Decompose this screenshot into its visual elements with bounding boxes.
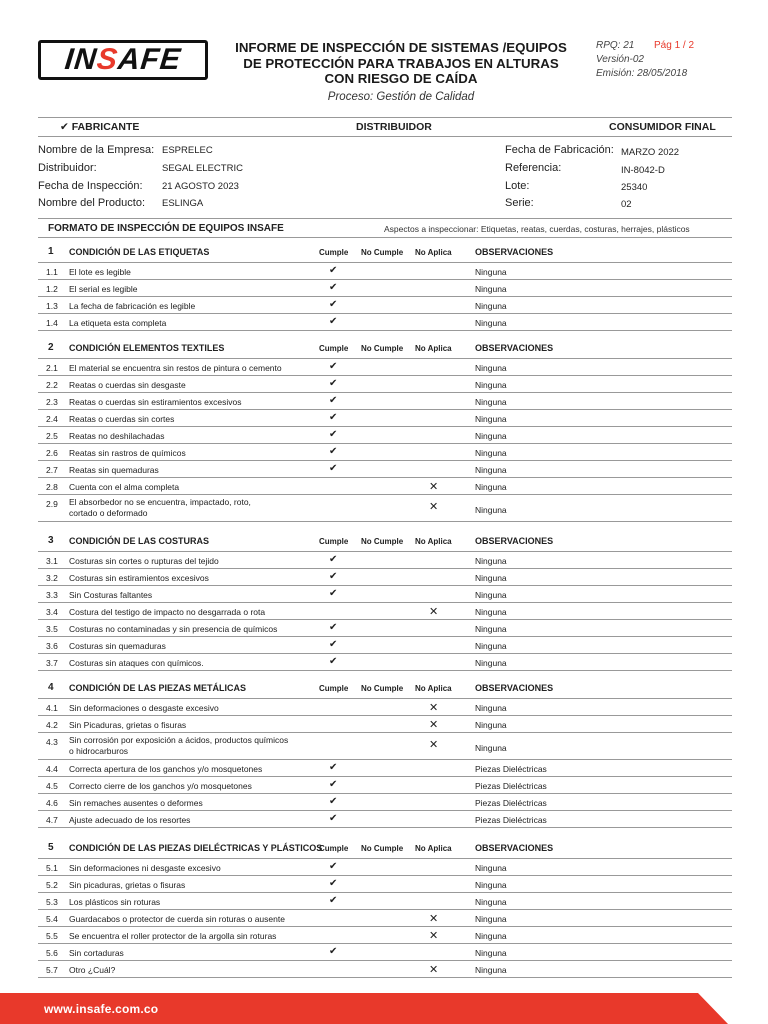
- item-number: 2.1: [46, 363, 58, 373]
- item-observation: Ninguna: [475, 743, 507, 753]
- table-row: [38, 733, 732, 760]
- item-observation: Ninguna: [475, 897, 507, 907]
- item-observation: Ninguna: [475, 267, 507, 277]
- item-description: Sin Picaduras, grietas o fisuras: [69, 720, 187, 730]
- info-label: Serie:: [505, 197, 534, 209]
- section-number: 4: [48, 682, 54, 693]
- item-description: Reatas no deshilachadas: [69, 431, 165, 441]
- table-row: [38, 376, 732, 393]
- info-label: Fecha de Inspección:: [38, 180, 143, 192]
- col-header-no-cumple: No Cumple: [361, 344, 404, 353]
- table-row: [38, 961, 732, 978]
- role-consumidor: CONSUMIDOR FINAL: [609, 121, 716, 133]
- item-observation: Ninguna: [475, 590, 507, 600]
- table-row: [38, 314, 732, 331]
- info-value: ESPRELEC: [162, 145, 213, 156]
- check-mark-icon: ✔: [329, 878, 338, 889]
- col-header-cumple: Cumple: [319, 537, 349, 546]
- table-row: [38, 777, 732, 794]
- col-header-cumple: Cumple: [319, 844, 349, 853]
- info-value: SEGAL ELECTRIC: [162, 163, 243, 174]
- item-number: 5.1: [46, 863, 58, 873]
- table-row: [38, 944, 732, 961]
- section-title: CONDICIÓN DE LAS COSTURAS: [69, 536, 210, 546]
- item-observation: Ninguna: [475, 720, 507, 730]
- item-observation: Ninguna: [475, 380, 507, 390]
- section-number: 1: [48, 246, 54, 257]
- item-description: Costuras sin cortes o rupturas del tejido: [69, 556, 219, 566]
- item-number: 3.2: [46, 573, 58, 583]
- check-mark-icon: ✔: [329, 378, 338, 389]
- check-mark-icon: ✔: [329, 554, 338, 565]
- col-header-no-cumple: No Cumple: [361, 684, 404, 693]
- table-row: [38, 393, 732, 410]
- section-2: [38, 337, 732, 522]
- item-observation: Ninguna: [475, 607, 507, 617]
- col-header-cumple: Cumple: [319, 344, 349, 353]
- cross-mark-icon: ✕: [429, 739, 439, 751]
- cross-mark-icon: ✕: [429, 719, 439, 731]
- item-number: 1.4: [46, 318, 58, 328]
- cross-mark-icon: ✕: [429, 606, 439, 618]
- item-number: 2.9: [46, 499, 58, 509]
- emission-date: Emisión: 28/05/2018: [596, 68, 688, 79]
- item-number: 4.7: [46, 815, 58, 825]
- item-observation: Ninguna: [475, 448, 507, 458]
- item-description: Costuras no contaminadas y sin presencia de químicos: [69, 624, 278, 634]
- item-observation: Piezas Dieléctricas: [475, 798, 547, 808]
- section-number: 5: [48, 842, 54, 853]
- table-row: [38, 359, 732, 376]
- item-observation: Ninguna: [475, 703, 507, 713]
- info-label: Distribuidor:: [38, 162, 97, 174]
- title-line-3: CON RIESGO DE CAÍDA: [324, 71, 478, 86]
- section-number: 2: [48, 342, 54, 353]
- section-header: [38, 677, 732, 699]
- table-row: [38, 297, 732, 314]
- item-observation: Ninguna: [475, 641, 507, 651]
- table-row: [38, 552, 732, 569]
- item-description: Costuras sin ataques con químicos.: [69, 658, 204, 668]
- table-row: [38, 794, 732, 811]
- col-header-no-cumple: No Cumple: [361, 537, 404, 546]
- table-row: [38, 263, 732, 280]
- info-value: IN-8042-D: [621, 165, 665, 176]
- table-row: [38, 620, 732, 637]
- item-observation: Ninguna: [475, 465, 507, 475]
- logo-text-afe: AFE: [116, 43, 183, 76]
- col-header-no-aplica: No Aplica: [415, 844, 452, 853]
- item-description: Otro ¿Cuál?: [69, 965, 116, 975]
- check-mark-icon: ✔: [329, 282, 338, 293]
- item-number: 5.3: [46, 897, 58, 907]
- info-value: 25340: [621, 182, 648, 193]
- table-row: [38, 637, 732, 654]
- item-number: 4.6: [46, 798, 58, 808]
- info-label: Nombre del Producto:: [38, 197, 145, 209]
- item-description: Reatas sin quemaduras: [69, 465, 159, 475]
- table-row: [38, 927, 732, 944]
- item-number: 2.3: [46, 397, 58, 407]
- item-observation: Ninguna: [475, 431, 507, 441]
- item-number: 4.1: [46, 703, 58, 713]
- item-description: Sin remaches ausentes o deformes: [69, 798, 203, 808]
- check-mark-icon: ✔: [329, 588, 338, 599]
- item-observation: Ninguna: [475, 482, 507, 492]
- item-number: 4.5: [46, 781, 58, 791]
- item-observation: Ninguna: [475, 301, 507, 311]
- check-mark-icon: ✔: [329, 395, 338, 406]
- item-description: Sin deformaciones o desgaste excesivo: [69, 703, 219, 713]
- item-description: Reatas o cuerdas sin cortes: [69, 414, 175, 424]
- process-subtitle: Proceso: Gestión de Calidad: [327, 90, 475, 103]
- item-number: 2.6: [46, 448, 58, 458]
- check-mark-icon: ✔: [329, 656, 338, 667]
- section-4: [38, 677, 732, 828]
- item-number: 5.7: [46, 965, 58, 975]
- item-observation: Ninguna: [475, 931, 507, 941]
- item-number: 2.4: [46, 414, 58, 424]
- cross-mark-icon: ✕: [429, 702, 439, 714]
- item-observation: Ninguna: [475, 624, 507, 634]
- section-header: [38, 530, 732, 552]
- item-number: 3.5: [46, 624, 58, 634]
- info-label: Referencia:: [505, 162, 562, 174]
- table-row: [38, 910, 732, 927]
- info-label: Fecha de Fabricación:: [505, 144, 614, 156]
- table-row: [38, 280, 732, 297]
- item-description: El absorbedor no se encuentra, impactado, roto,: [69, 497, 251, 507]
- item-observation: Ninguna: [475, 880, 507, 890]
- item-number: 3.4: [46, 607, 58, 617]
- item-observation: Ninguna: [475, 284, 507, 294]
- item-number: 4.4: [46, 764, 58, 774]
- footer-url[interactable]: www.insafe.com.co: [44, 1002, 159, 1016]
- item-observation: Ninguna: [475, 965, 507, 975]
- item-description: Correcta apertura de los ganchos y/o mosquetones: [69, 764, 263, 774]
- check-mark-icon: ✔: [329, 361, 338, 372]
- check-mark-icon: ✔: [329, 299, 338, 310]
- title-line-1: INFORME DE INSPECCIÓN DE SISTEMAS /EQUIPOS: [235, 40, 567, 55]
- col-header-observaciones: OBSERVACIONES: [475, 843, 554, 853]
- check-mark-icon: ✔: [329, 316, 338, 327]
- item-description: Sin Costuras faltantes: [69, 590, 153, 600]
- item-description: Reatas o cuerdas sin estiramientos excesivos: [69, 397, 242, 407]
- col-header-observaciones: OBSERVACIONES: [475, 536, 554, 546]
- section-title: CONDICIÓN DE LAS PIEZAS DIELÉCTRICAS Y PLÁSTICOS: [69, 843, 323, 853]
- item-description: El lote es legible: [69, 267, 131, 277]
- item-observation: Piezas Dieléctricas: [475, 781, 547, 791]
- footer-bar: [0, 993, 768, 1024]
- table-row: [38, 716, 732, 733]
- section-3: [38, 530, 732, 671]
- footer-corner: [668, 993, 768, 1024]
- cross-mark-icon: ✕: [429, 501, 439, 513]
- item-observation: Piezas Dieléctricas: [475, 815, 547, 825]
- col-header-cumple: Cumple: [319, 684, 349, 693]
- info-label: Nombre de la Empresa:: [38, 144, 155, 156]
- item-number: 1.3: [46, 301, 58, 311]
- col-header-no-aplica: No Aplica: [415, 344, 452, 353]
- item-number: 4.3: [46, 737, 58, 747]
- item-observation: Ninguna: [475, 414, 507, 424]
- table-row: [38, 569, 732, 586]
- section-title: CONDICIÓN DE LAS ETIQUETAS: [69, 247, 210, 257]
- table-row: [38, 427, 732, 444]
- item-number: 3.1: [46, 556, 58, 566]
- check-mark-icon: ✔: [329, 639, 338, 650]
- item-observation: Ninguna: [475, 397, 507, 407]
- col-header-cumple: Cumple: [319, 248, 349, 257]
- item-description: Correcto cierre de los ganchos y/o mosquetones: [69, 781, 252, 791]
- item-description: Reatas o cuerdas sin desgaste: [69, 380, 186, 390]
- check-mark-icon: ✔: [329, 762, 338, 773]
- col-header-observaciones: OBSERVACIONES: [475, 343, 554, 353]
- section-header: [38, 337, 732, 359]
- item-description: Costura del testigo de impacto no desgarrada o rota: [69, 607, 266, 617]
- item-description: Sin cortaduras: [69, 948, 124, 958]
- table-row: [38, 410, 732, 427]
- item-description: Ajuste adecuado de los resortes: [69, 815, 191, 825]
- check-mark-icon: ✔: [329, 412, 338, 423]
- check-mark-icon: ✔: [329, 895, 338, 906]
- title-line-2: DE PROTECCIÓN PARA TRABAJOS EN ALTURAS: [243, 55, 559, 71]
- info-label: Lote:: [505, 180, 530, 192]
- check-mark-icon: ✔: [329, 429, 338, 440]
- roles-bar: [38, 117, 732, 137]
- item-number: 3.3: [46, 590, 58, 600]
- info-left: [38, 144, 338, 214]
- item-description: La fecha de fabricación es legible: [69, 301, 196, 311]
- item-description: Reatas sin rastros de químicos: [69, 448, 186, 458]
- item-description: El serial es legible: [69, 284, 138, 294]
- col-header-observaciones: OBSERVACIONES: [475, 683, 554, 693]
- section-header: [38, 837, 732, 859]
- logo-text-s: S: [95, 43, 120, 76]
- item-observation: Ninguna: [475, 658, 507, 668]
- info-value: MARZO 2022: [621, 147, 680, 158]
- version: Versión-02: [596, 54, 644, 65]
- page-number: Pág 1 / 2: [654, 40, 695, 51]
- item-number: 2.8: [46, 482, 58, 492]
- role-distribuidor: DISTRIBUIDOR: [356, 121, 432, 133]
- table-row: [38, 654, 732, 671]
- title-block: [218, 40, 584, 103]
- insafe-logo: [38, 40, 208, 80]
- item-observation: Ninguna: [475, 863, 507, 873]
- format-aspects: Aspectos a inspeccionar: Etiquetas, reatas, cuerdas, costuras, herrajes, plásticos: [384, 224, 690, 234]
- section-header: [38, 241, 732, 263]
- item-observation: Ninguna: [475, 948, 507, 958]
- table-row: [38, 876, 732, 893]
- document-meta: [596, 39, 736, 81]
- info-value: ESLINGA: [162, 198, 204, 209]
- col-header-no-aplica: No Aplica: [415, 248, 452, 257]
- table-row: [38, 461, 732, 478]
- check-mark-icon: ✔: [329, 446, 338, 457]
- section-title: CONDICIÓN DE LAS PIEZAS METÁLICAS: [69, 683, 247, 693]
- col-header-no-cumple: No Cumple: [361, 844, 404, 853]
- check-mark-icon: ✔: [329, 463, 338, 474]
- item-description: La etiqueta esta completa: [69, 318, 167, 328]
- item-description: Sin deformaciones ni desgaste excesivo: [69, 863, 221, 873]
- item-number: 5.2: [46, 880, 58, 890]
- section-5: [38, 837, 732, 978]
- item-observation: Ninguna: [475, 914, 507, 924]
- item-description: Costuras sin quemaduras: [69, 641, 166, 651]
- check-mark-icon: ✔: [329, 265, 338, 276]
- item-number: 5.6: [46, 948, 58, 958]
- check-mark-icon: ✔: [329, 813, 338, 824]
- cross-mark-icon: ✕: [429, 930, 439, 942]
- item-observation: Ninguna: [475, 318, 507, 328]
- table-row: [38, 859, 732, 876]
- item-number: 1.1: [46, 267, 58, 277]
- check-mark-icon: ✔: [329, 779, 338, 790]
- table-row: [38, 893, 732, 910]
- info-value: 02: [621, 199, 632, 210]
- format-bar: [38, 218, 732, 238]
- info-value: 21 AGOSTO 2023: [162, 181, 239, 192]
- item-number: 3.7: [46, 658, 58, 668]
- check-mark-icon: ✔: [329, 571, 338, 582]
- table-row: [38, 603, 732, 620]
- item-observation: Ninguna: [475, 505, 507, 515]
- role-fabricante: ✔ FABRICANTE: [60, 121, 140, 133]
- check-mark-icon: ✔: [329, 946, 338, 957]
- item-description: Sin picaduras, grietas o fisuras: [69, 880, 186, 890]
- item-description-line-2: cortado o deformado: [69, 508, 148, 518]
- cross-mark-icon: ✕: [429, 964, 439, 976]
- item-description: Cuenta con el alma completa: [69, 482, 180, 492]
- item-number: 2.5: [46, 431, 58, 441]
- cross-mark-icon: ✕: [429, 913, 439, 925]
- item-observation: Piezas Dieléctricas: [475, 764, 547, 774]
- item-description-line-2: o hidrocarburos: [69, 746, 129, 756]
- col-header-no-aplica: No Aplica: [415, 684, 452, 693]
- col-header-no-cumple: No Cumple: [361, 248, 404, 257]
- item-description: El material se encuentra sin restos de pintura o cemento: [69, 363, 282, 373]
- check-mark-icon: ✔: [329, 622, 338, 633]
- table-row: [38, 495, 732, 522]
- item-description: Los plásticos sin roturas: [69, 897, 161, 907]
- section-1: [38, 241, 732, 331]
- item-observation: Ninguna: [475, 573, 507, 583]
- table-row: [38, 760, 732, 777]
- rpq: RPQ: 21: [596, 40, 635, 51]
- item-number: 3.6: [46, 641, 58, 651]
- document-header: [0, 0, 768, 112]
- info-right: [505, 144, 725, 214]
- section-number: 3: [48, 535, 54, 546]
- logo-text-in: IN: [63, 43, 99, 76]
- table-row: [38, 586, 732, 603]
- col-header-no-aplica: No Aplica: [415, 537, 452, 546]
- item-number: 5.4: [46, 914, 58, 924]
- item-number: 2.2: [46, 380, 58, 390]
- section-title: CONDICIÓN ELEMENTOS TEXTILES: [69, 343, 225, 353]
- table-row: [38, 699, 732, 716]
- item-description: Se encuentra el roller protector de la argolla sin roturas: [69, 931, 277, 941]
- item-number: 4.2: [46, 720, 58, 730]
- table-row: [38, 811, 732, 828]
- item-number: 5.5: [46, 931, 58, 941]
- item-observation: Ninguna: [475, 363, 507, 373]
- check-mark-icon: ✔: [329, 861, 338, 872]
- table-row: [38, 478, 732, 495]
- check-mark-icon: ✔: [329, 796, 338, 807]
- item-description: Costuras sin estiramientos excesivos: [69, 573, 209, 583]
- format-title: FORMATO DE INSPECCIÓN DE EQUIPOS INSAFE: [48, 223, 284, 234]
- table-row: [38, 444, 732, 461]
- col-header-observaciones: OBSERVACIONES: [475, 247, 554, 257]
- item-observation: Ninguna: [475, 556, 507, 566]
- item-description: Guardacabos o protector de cuerda sin roturas o ausente: [69, 914, 285, 924]
- item-number: 1.2: [46, 284, 58, 294]
- item-description: Sin corrosión por exposición a ácidos, productos químicos: [69, 735, 289, 745]
- item-number: 2.7: [46, 465, 58, 475]
- cross-mark-icon: ✕: [429, 481, 439, 493]
